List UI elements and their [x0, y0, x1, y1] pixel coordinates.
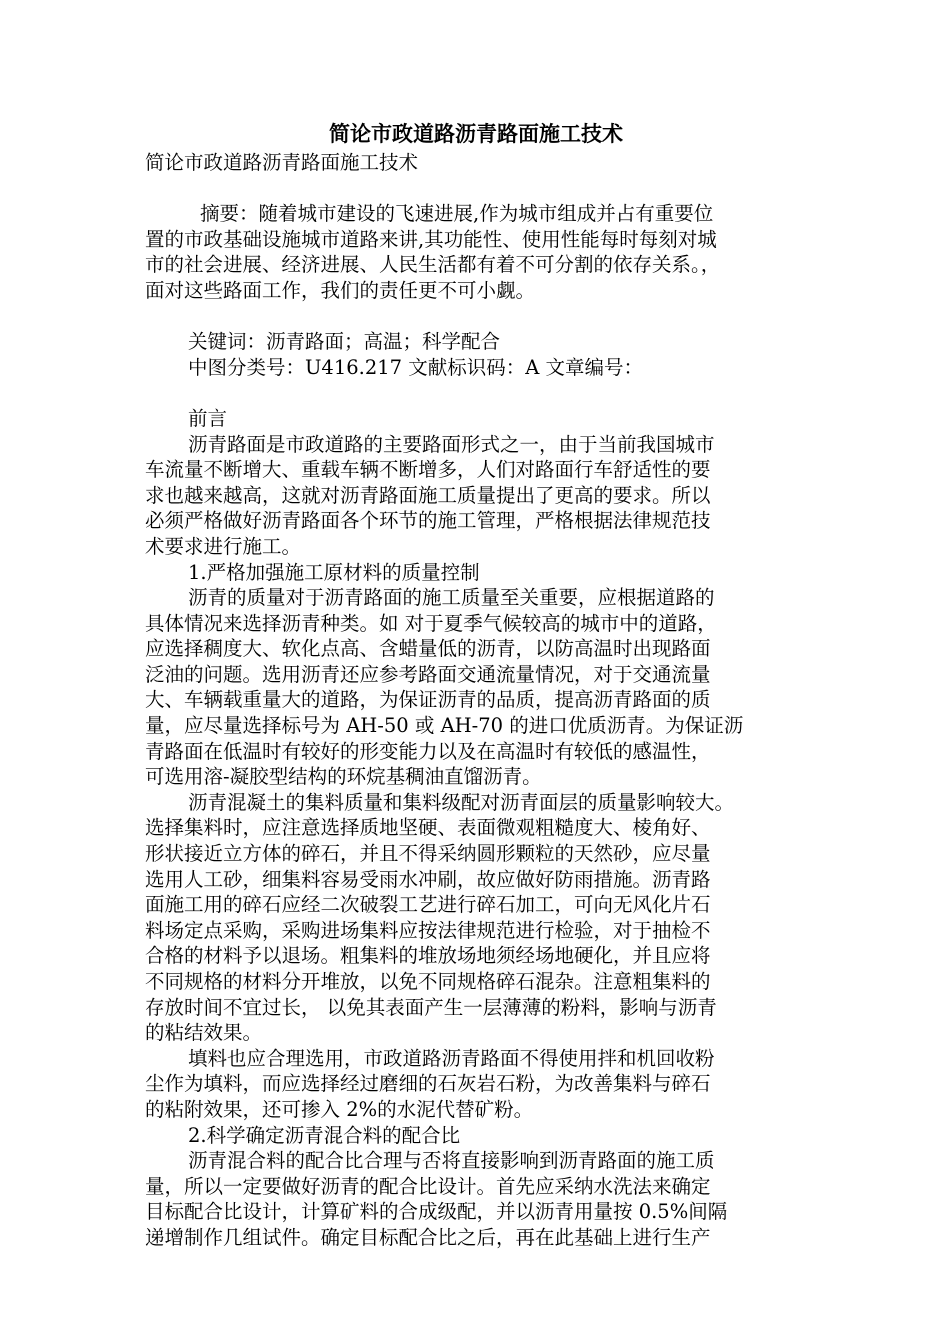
keywords-line: 关键词：沥青路面；高温；科学配合	[188, 330, 501, 354]
paragraph-line: 选用人工砂，细集料容易受雨水冲刷，故应做好防雨措施。沥青路	[145, 867, 711, 891]
abstract-paragraph	[145, 201, 807, 303]
paragraph-line: 的粘附效果，还可掺入 2%的水泥代替矿粉。	[145, 1097, 534, 1121]
section1-paragraph-2	[145, 790, 807, 1046]
blank-line	[145, 380, 807, 406]
paragraph-line: 尘作为填料，而应选择经过磨细的石灰岩石粉，为改善集料与碎石	[145, 1072, 711, 1096]
preface-heading: 前言	[188, 406, 228, 430]
blank-line	[145, 176, 807, 202]
paragraph-line: 沥青混合料的配合比合理与否将直接影响到沥青路面的施工质	[188, 1149, 715, 1173]
section1-paragraph-3	[145, 1046, 807, 1123]
document-page	[145, 118, 807, 1251]
paragraph-line: 必须严格做好沥青路面各个环节的施工管理，严格根据法律规范技	[145, 509, 711, 533]
section-heading: 1.严格加强施工原材料的质量控制	[188, 560, 480, 584]
section2-paragraph-1	[145, 1148, 807, 1250]
document-title: 简论市政道路沥青路面施工技术	[329, 121, 623, 146]
paragraph-line: 沥青混凝土的集料质量和集料级配对沥青面层的质量影响较大。	[188, 790, 735, 814]
document-subtitle: 简论市政道路沥青路面施工技术	[145, 151, 419, 174]
classification-line: 中图分类号：U416.217 文献标识码：A 文章编号：	[188, 355, 644, 379]
paragraph-line: 求也越来越高，这就对沥青路面施工质量提出了更高的要求。所以	[145, 483, 711, 507]
paragraph-line: 泛油的问题。选用沥青还应参考路面交通流量情况，对于交通流量	[145, 662, 711, 686]
section1-paragraph-1	[145, 585, 807, 790]
paragraph-line: 具体情况来选择沥青种类。如 对于夏季气候较高的城市中的道路，	[145, 611, 717, 635]
paragraph-line: 可选用溶-凝胶型结构的环烷基稠油直馏沥青。	[145, 765, 542, 789]
paragraph-line: 应选择稠度大、软化点高、含蜡量低的沥青，以防高温时出现路面	[145, 637, 711, 661]
paragraph-line: 不同规格的材料分开堆放，以免不同规格碎石混杂。注意粗集料的	[145, 970, 711, 993]
abstract-line: 面对这些路面工作，我们的责任更不可小觑。	[145, 278, 536, 302]
paragraph-line: 面施工用的碎石应经二次破裂工艺进行碎石加工，可向无风化片石	[145, 893, 711, 917]
paragraph-line: 青路面在低温时有较好的形变能力以及在高温时有较低的感温性，	[145, 739, 711, 763]
paragraph-line: 术要求进行施工。	[145, 534, 302, 558]
paragraph-line: 递增制作几组试件。确定目标配合比之后，再在此基础上进行生产	[145, 1225, 711, 1249]
paragraph-line: 大、车辆载重量大的道路，为保证沥青的品质，提高沥青路面的质	[145, 688, 711, 712]
paragraph-line: 沥青路面是市政道路的主要路面形式之一，由于当前我国城市	[188, 432, 715, 456]
paragraph-line: 的粘结效果。	[145, 1021, 263, 1045]
section-heading: 2.科学确定沥青混合料的配合比	[188, 1123, 461, 1147]
abstract-line: 摘要：随着城市建设的飞速进展,作为城市组成并占有重要位	[200, 202, 714, 226]
paragraph-line: 车流量不断增大、重载车辆不断增多，人们对路面行车舒适性的要	[145, 458, 711, 482]
paragraph-line: 沥青的质量对于沥青路面的施工质量至关重要，应根据道路的	[188, 586, 715, 610]
preface-paragraph	[145, 432, 807, 560]
paragraph-line: 料场定点采购，采购进场集料应按法律规范进行检验，对于抽检不	[145, 918, 711, 942]
abstract-line: 置的市政基础设施城市道路来讲,其功能性、使用性能每时每刻对城	[145, 227, 717, 251]
paragraph-line: 填料也应合理选用，市政道路沥青路面不得使用拌和机回收粉	[188, 1046, 715, 1070]
paragraph-line: 形状接近立方体的碎石，并且不得采纳圆形颗粒的天然砂，应尽量	[145, 842, 711, 866]
paragraph-line: 合格的材料予以退场。粗集料的堆放场地须经场地硬化，并且应将	[145, 944, 711, 968]
paragraph-line: 目标配合比设计，计算矿料的合成级配，并以沥青用量按 0.5%间隔	[145, 1200, 728, 1224]
paragraph-line: 存放时间不宜过长， 以免其表面产生一层薄薄的粉料，影响与沥青	[145, 995, 717, 1019]
paragraph-line: 量，应尽量选择标号为 AH-50 或 AH-70 的进口优质沥青。为保证沥	[145, 714, 744, 738]
paragraph-line: 量，所以一定要做好沥青的配合比设计。首先应采纳水洗法来确定	[145, 1174, 711, 1198]
paragraph-line: 选择集料时，应注意选择质地坚硬、表面微观粗糙度大、棱角好、	[145, 816, 711, 840]
blank-line	[145, 304, 807, 330]
abstract-line: 市的社会进展、经济进展、人民生活都有着不可分割的依存关系。，	[145, 253, 721, 277]
